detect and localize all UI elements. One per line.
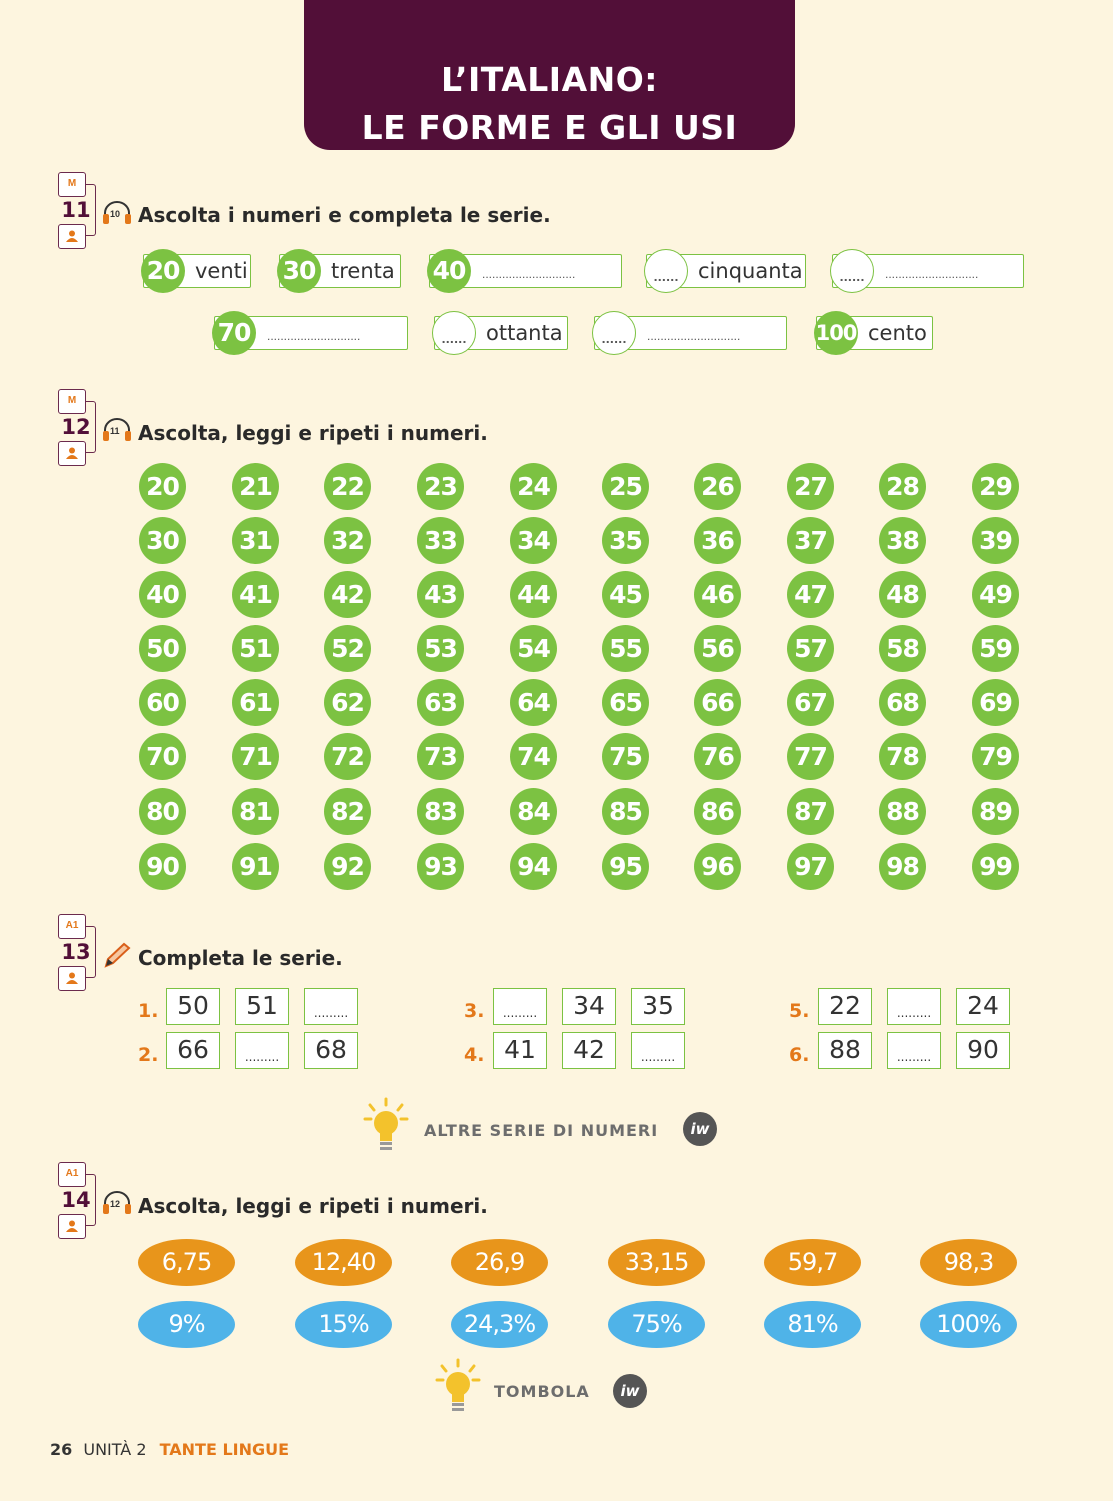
word-blank-input[interactable]: ............................ (482, 267, 576, 281)
number-circle: 71 (232, 733, 279, 780)
number-word-item (429, 254, 622, 288)
number-word-item (816, 316, 933, 350)
percent-oval: 75% (608, 1301, 705, 1348)
number-circle: 74 (510, 733, 557, 780)
number-circle: 59 (972, 625, 1019, 672)
series-label: 4. (464, 1044, 485, 1066)
number-circle: 83 (417, 788, 464, 835)
number-word-item (279, 254, 401, 288)
exercise-13-marker (58, 914, 138, 1004)
number-circle: 26 (694, 463, 741, 510)
decimal-oval: 98,3 (920, 1239, 1017, 1286)
series-blank-input[interactable]: ......... (304, 988, 358, 1025)
number-circle: 49 (972, 571, 1019, 618)
exercise-11-marker (58, 172, 138, 262)
exercise-number: 11 (58, 198, 94, 222)
title-banner (304, 0, 795, 150)
number-circle: 75 (602, 733, 649, 780)
individual-badge (58, 441, 86, 466)
number-circle: 20 (141, 249, 185, 293)
series-value: 41 (493, 1032, 547, 1069)
individual-badge (58, 966, 86, 991)
exercise-14-marker (58, 1162, 138, 1252)
number-circle: 58 (879, 625, 926, 672)
iw-badge-icon[interactable]: iw (613, 1374, 647, 1408)
number-circle: 97 (787, 843, 834, 890)
number-word-item (594, 316, 787, 350)
number-blank-input[interactable]: ...... (830, 249, 874, 293)
person-icon (66, 230, 78, 242)
percent-oval: 9% (138, 1301, 235, 1348)
number-word: ottanta (486, 321, 563, 345)
page-footer (50, 1440, 289, 1459)
exercise-number: 13 (58, 940, 94, 964)
number-word-item (646, 254, 806, 288)
number-blank-input[interactable]: ...... (432, 311, 476, 355)
number-circle: 43 (417, 571, 464, 618)
number-circle: 31 (232, 517, 279, 564)
number-word: cento (868, 321, 927, 345)
number-circle: 85 (602, 788, 649, 835)
person-icon (66, 1220, 78, 1232)
number-circle: 53 (417, 625, 464, 672)
number-word: cinquanta (698, 259, 803, 283)
number-circle: 37 (787, 517, 834, 564)
number-circle: 20 (139, 463, 186, 510)
unit-label: UNITÀ 2 (83, 1440, 147, 1459)
number-circle: 70 (212, 311, 256, 355)
audio-track-number: 12 (110, 1199, 121, 1209)
number-circle: 27 (787, 463, 834, 510)
number-circle: 23 (417, 463, 464, 510)
number-circle: 30 (277, 249, 321, 293)
percent-oval: 81% (764, 1301, 861, 1348)
number-circle: 98 (879, 843, 926, 890)
exercise-12-marker (58, 389, 138, 479)
series-label: 3. (464, 1000, 485, 1022)
audio-icon[interactable] (102, 1190, 132, 1216)
series-value: 50 (166, 988, 220, 1025)
number-word-item (832, 254, 1024, 288)
pencil-icon (102, 942, 132, 968)
number-circle: 92 (324, 843, 371, 890)
number-circle: 79 (972, 733, 1019, 780)
series-blank-input[interactable]: ......... (887, 1032, 941, 1069)
number-circle: 96 (694, 843, 741, 890)
number-circle: 64 (510, 679, 557, 726)
percent-oval: 100% (920, 1301, 1017, 1348)
number-circle: 50 (139, 625, 186, 672)
series-value: 90 (956, 1032, 1010, 1069)
series-blank-input[interactable]: ......... (631, 1032, 685, 1069)
number-circle: 42 (324, 571, 371, 618)
number-circle: 90 (139, 843, 186, 890)
number-circle: 99 (972, 843, 1019, 890)
series-blank-input[interactable]: ......... (887, 988, 941, 1025)
number-circle: 88 (879, 788, 926, 835)
number-blank-input[interactable]: ...... (644, 249, 688, 293)
number-circle: 34 (510, 517, 557, 564)
series-label: 2. (138, 1044, 159, 1066)
exercise-14-instruction: Ascolta, leggi e ripeti i numeri. (138, 1194, 488, 1218)
number-circle: 73 (417, 733, 464, 780)
number-circle: 78 (879, 733, 926, 780)
word-blank-input[interactable]: ............................ (885, 267, 979, 281)
series-value: 88 (818, 1032, 872, 1069)
number-circle: 72 (324, 733, 371, 780)
person-icon (66, 972, 78, 984)
number-blank-input[interactable]: ...... (592, 311, 636, 355)
series-value: 24 (956, 988, 1010, 1025)
decimal-oval: 6,75 (138, 1239, 235, 1286)
number-circle: 21 (232, 463, 279, 510)
number-circle: 86 (694, 788, 741, 835)
level-badge: M (58, 389, 86, 414)
word-blank-input[interactable]: ............................ (647, 329, 741, 343)
series-value: 34 (562, 988, 616, 1025)
number-circle: 65 (602, 679, 649, 726)
number-word-item (214, 316, 408, 350)
number-circle: 84 (510, 788, 557, 835)
number-circle: 35 (602, 517, 649, 564)
number-circle: 52 (324, 625, 371, 672)
number-circle: 38 (879, 517, 926, 564)
person-icon (66, 447, 78, 459)
percent-oval: 24,3% (451, 1301, 548, 1348)
number-word-item (143, 254, 251, 288)
number-circle: 76 (694, 733, 741, 780)
tip-tombola-label[interactable]: TOMBOLA (494, 1382, 590, 1401)
number-circle: 33 (417, 517, 464, 564)
number-circle: 95 (602, 843, 649, 890)
exercise-11-instruction: Ascolta i numeri e completa le serie. (138, 203, 551, 227)
lightbulb-icon (434, 1358, 482, 1414)
number-circle: 41 (232, 571, 279, 618)
number-circle: 25 (602, 463, 649, 510)
number-circle: 62 (324, 679, 371, 726)
word-blank-input[interactable]: ............................ (267, 329, 361, 343)
number-circle: 80 (139, 788, 186, 835)
number-circle: 30 (139, 517, 186, 564)
audio-track-number: 11 (110, 426, 120, 436)
decimal-oval: 59,7 (764, 1239, 861, 1286)
level-badge: M (58, 172, 86, 197)
decimal-oval: 33,15 (608, 1239, 705, 1286)
number-circle: 44 (510, 571, 557, 618)
number-circle: 32 (324, 517, 371, 564)
number-circle: 91 (232, 843, 279, 890)
tip-altre-serie-label[interactable]: ALTRE SERIE DI NUMERI (424, 1121, 659, 1140)
series-value: 35 (631, 988, 685, 1025)
number-circle: 29 (972, 463, 1019, 510)
number-circle: 39 (972, 517, 1019, 564)
series-label: 1. (138, 1000, 159, 1022)
number-word: venti (195, 259, 248, 283)
decimal-oval: 26,9 (451, 1239, 548, 1286)
number-circle: 22 (324, 463, 371, 510)
number-circle: 63 (417, 679, 464, 726)
number-circle: 24 (510, 463, 557, 510)
exercise-12-instruction: Ascolta, leggi e ripeti i numeri. (138, 421, 488, 445)
percent-oval: 15% (295, 1301, 392, 1348)
audio-track-number: 10 (110, 209, 121, 219)
exercise-number: 12 (58, 415, 94, 439)
number-circle: 40 (139, 571, 186, 618)
number-circle: 70 (139, 733, 186, 780)
series-value: 68 (304, 1032, 358, 1069)
number-circle: 36 (694, 517, 741, 564)
series-blank-input[interactable]: ......... (493, 988, 547, 1025)
number-circle: 40 (427, 249, 471, 293)
lightbulb-icon (362, 1097, 410, 1153)
number-circle: 61 (232, 679, 279, 726)
number-circle: 89 (972, 788, 1019, 835)
series-value: 51 (235, 988, 289, 1025)
number-circle: 56 (694, 625, 741, 672)
number-circle: 57 (787, 625, 834, 672)
number-circle: 82 (324, 788, 371, 835)
number-circle: 87 (787, 788, 834, 835)
audio-icon[interactable] (102, 200, 132, 226)
unit-name: TANTE LINGUE (159, 1440, 290, 1459)
number-circle: 66 (694, 679, 741, 726)
number-circle: 55 (602, 625, 649, 672)
audio-icon[interactable] (102, 417, 132, 443)
number-circle: 48 (879, 571, 926, 618)
number-circle: 93 (417, 843, 464, 890)
iw-badge-icon[interactable]: iw (683, 1112, 717, 1146)
number-circle: 28 (879, 463, 926, 510)
level-badge: A1 (58, 1162, 86, 1187)
series-label: 6. (789, 1044, 810, 1066)
number-circle: 94 (510, 843, 557, 890)
number-circle: 46 (694, 571, 741, 618)
number-circle: 68 (879, 679, 926, 726)
number-word: trenta (331, 259, 395, 283)
number-circle: 60 (139, 679, 186, 726)
title-line-1: L’ITALIANO: (441, 60, 658, 99)
level-badge: A1 (58, 914, 86, 939)
number-circle: 81 (232, 788, 279, 835)
individual-badge (58, 224, 86, 249)
individual-badge (58, 1214, 86, 1239)
decimal-oval: 12,40 (295, 1239, 392, 1286)
number-circle: 47 (787, 571, 834, 618)
series-value: 22 (818, 988, 872, 1025)
series-value: 42 (562, 1032, 616, 1069)
series-blank-input[interactable]: ......... (235, 1032, 289, 1069)
title-line-2: LE FORME E GLI USI (361, 108, 738, 147)
number-circle: 67 (787, 679, 834, 726)
number-circle: 51 (232, 625, 279, 672)
number-circle: 100 (814, 311, 858, 355)
number-circle: 77 (787, 733, 834, 780)
exercise-13-instruction: Completa le serie. (138, 946, 343, 970)
series-label: 5. (789, 1000, 810, 1022)
number-circle: 54 (510, 625, 557, 672)
page-number: 26 (50, 1440, 73, 1459)
number-word-item (434, 316, 568, 350)
series-value: 66 (166, 1032, 220, 1069)
number-circle: 69 (972, 679, 1019, 726)
exercise-number: 14 (58, 1188, 94, 1212)
number-circle: 45 (602, 571, 649, 618)
